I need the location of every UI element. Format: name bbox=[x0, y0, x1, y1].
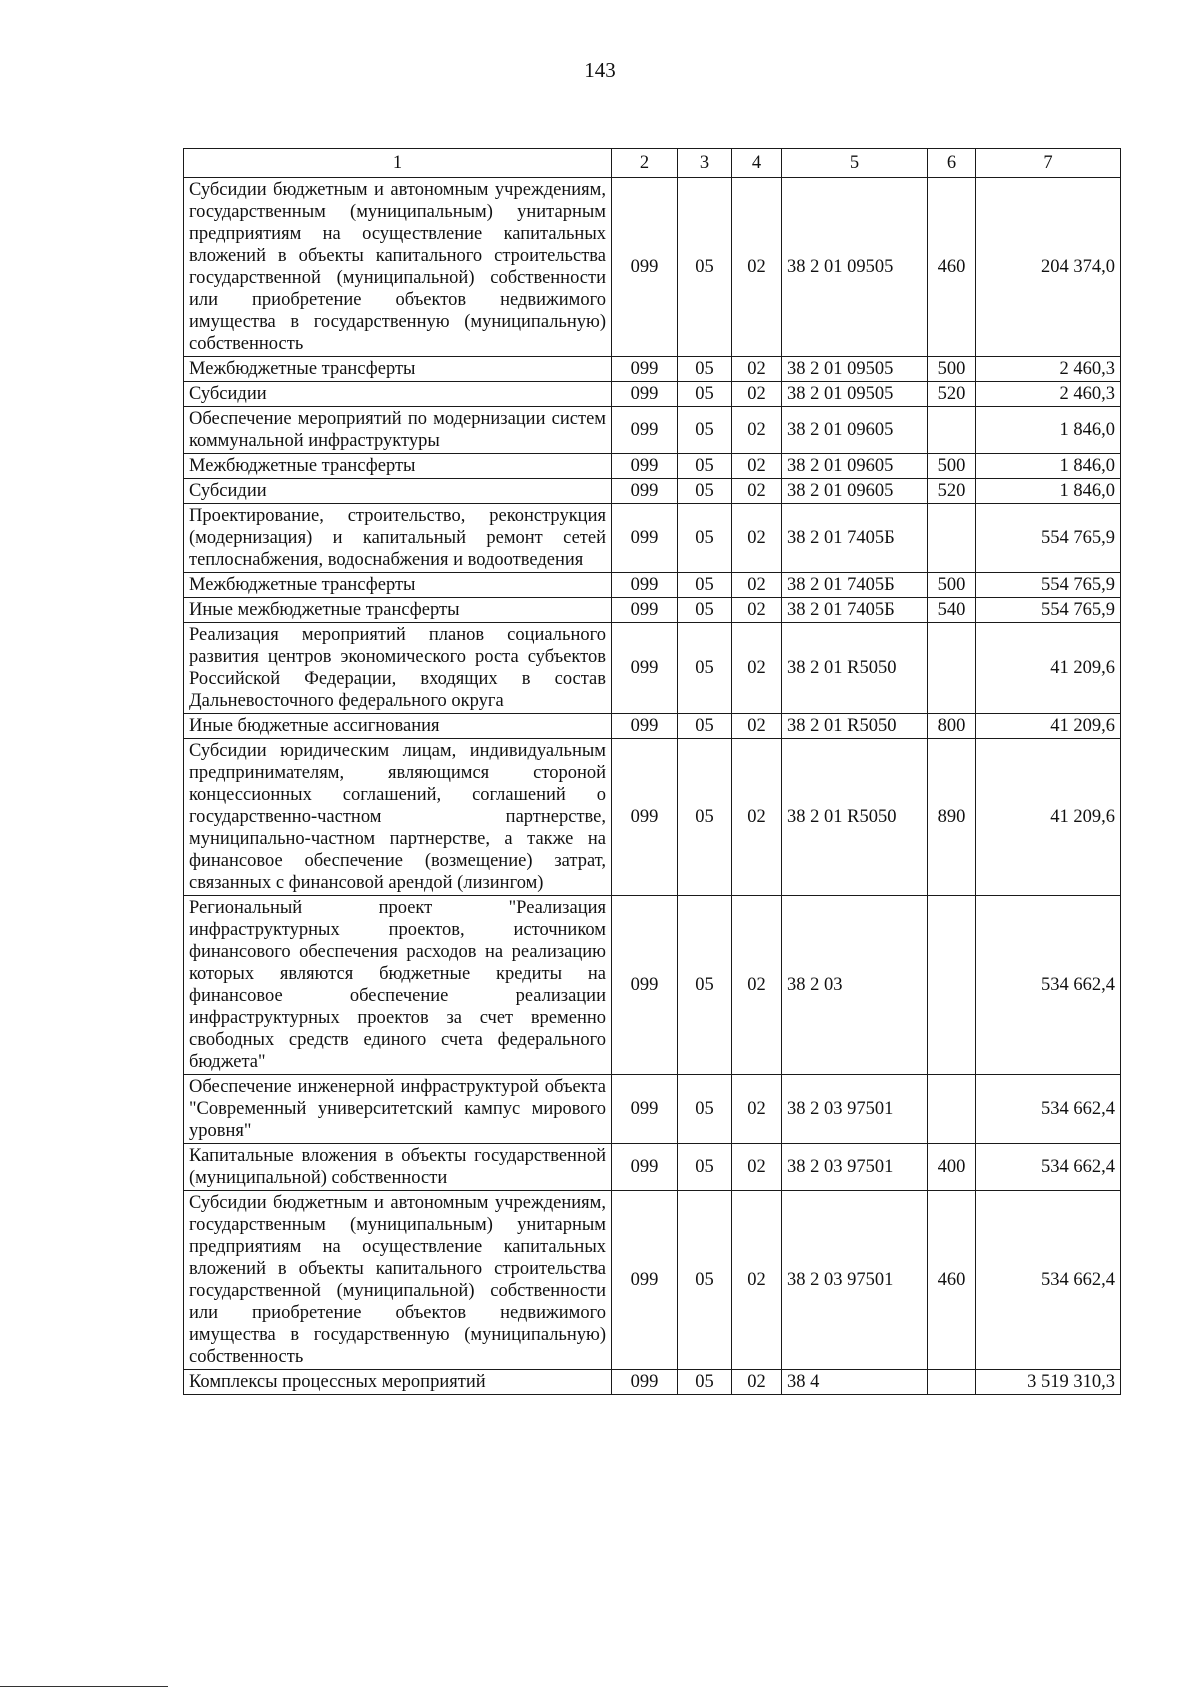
item-name-cell: Комплексы процессных мероприятий bbox=[184, 1370, 612, 1395]
table-row bbox=[184, 1075, 1121, 1144]
expense-type-cell: 540 bbox=[928, 598, 976, 623]
table-row bbox=[184, 407, 1121, 454]
target-article-cell: 38 2 01 R5050 bbox=[782, 739, 928, 896]
ministry-code-cell: 099 bbox=[612, 1144, 678, 1191]
table-row bbox=[184, 573, 1121, 598]
table-row bbox=[184, 1191, 1121, 1370]
header-col-1: 1 bbox=[184, 149, 612, 178]
header-col-6: 6 bbox=[928, 149, 976, 178]
section-code-cell: 05 bbox=[678, 1191, 732, 1370]
target-article-cell: 38 2 01 09605 bbox=[782, 454, 928, 479]
amount-cell: 554 765,9 bbox=[976, 504, 1121, 573]
subsection-code-cell: 02 bbox=[732, 739, 782, 896]
table-row bbox=[184, 454, 1121, 479]
ministry-code-cell: 099 bbox=[612, 382, 678, 407]
expense-type-cell bbox=[928, 896, 976, 1075]
item-name-cell: Иные бюджетные ассигнования bbox=[184, 714, 612, 739]
amount-cell: 2 460,3 bbox=[976, 357, 1121, 382]
amount-cell: 1 846,0 bbox=[976, 454, 1121, 479]
header-col-2: 2 bbox=[612, 149, 678, 178]
table-row bbox=[184, 178, 1121, 357]
target-article-cell: 38 2 01 09505 bbox=[782, 357, 928, 382]
expense-type-cell: 460 bbox=[928, 178, 976, 357]
subsection-code-cell: 02 bbox=[732, 573, 782, 598]
target-article-cell: 38 2 03 97501 bbox=[782, 1191, 928, 1370]
section-code-cell: 05 bbox=[678, 623, 732, 714]
amount-cell: 534 662,4 bbox=[976, 1144, 1121, 1191]
target-article-cell: 38 2 03 97501 bbox=[782, 1075, 928, 1144]
amount-cell: 554 765,9 bbox=[976, 598, 1121, 623]
target-article-cell: 38 2 01 7405Б bbox=[782, 598, 928, 623]
section-code-cell: 05 bbox=[678, 407, 732, 454]
section-code-cell: 05 bbox=[678, 382, 732, 407]
ministry-code-cell: 099 bbox=[612, 454, 678, 479]
item-name-cell: Субсидии юридическим лицам, индивидуальным предпринимателям, являющимся стороной концессионных соглашений, соглашений о государственно-частном партнерстве, муниципально-частном партнерстве, а также на финансовое обеспечение (возмещение) затрат, связанных с финансовой арендой (лизингом) bbox=[184, 739, 612, 896]
section-code-cell: 05 bbox=[678, 598, 732, 623]
expense-type-cell: 520 bbox=[928, 479, 976, 504]
section-code-cell: 05 bbox=[678, 1075, 732, 1144]
page-number: 143 bbox=[584, 58, 616, 82]
subsection-code-cell: 02 bbox=[732, 178, 782, 357]
subsection-code-cell: 02 bbox=[732, 896, 782, 1075]
table-row bbox=[184, 1370, 1121, 1395]
ministry-code-cell: 099 bbox=[612, 1191, 678, 1370]
expense-type-cell bbox=[928, 623, 976, 714]
ministry-code-cell: 099 bbox=[612, 714, 678, 739]
budget-table bbox=[183, 148, 1121, 1395]
ministry-code-cell: 099 bbox=[612, 598, 678, 623]
expense-type-cell: 500 bbox=[928, 573, 976, 598]
item-name-cell: Межбюджетные трансферты bbox=[184, 573, 612, 598]
target-article-cell: 38 2 01 7405Б bbox=[782, 573, 928, 598]
item-name-cell: Региональный проект "Реализация инфраструктурных проектов, источником финансового обеспечения расходов на реализацию которых являются бюджетные кредиты на финансовое обеспечение реализации инфраструктурных проектов за счет временно свободных средств единого счета федерального бюджета" bbox=[184, 896, 612, 1075]
subsection-code-cell: 02 bbox=[732, 1075, 782, 1144]
expense-type-cell: 890 bbox=[928, 739, 976, 896]
section-code-cell: 05 bbox=[678, 479, 732, 504]
footnote-rule bbox=[0, 1686, 168, 1687]
header-col-3: 3 bbox=[678, 149, 732, 178]
subsection-code-cell: 02 bbox=[732, 454, 782, 479]
subsection-code-cell: 02 bbox=[732, 407, 782, 454]
table-header bbox=[184, 149, 1121, 178]
section-code-cell: 05 bbox=[678, 454, 732, 479]
item-name-cell: Субсидии бюджетным и автономным учреждениям, государственным (муниципальным) унитарным предприятиям на осуществление капитальных вложений в объекты капитального строительства государственной (муниципальной) собственности или приобретение объектов недвижимого имущества в государственную (муниципальную) собственность bbox=[184, 1191, 612, 1370]
expense-type-cell bbox=[928, 1370, 976, 1395]
subsection-code-cell: 02 bbox=[732, 504, 782, 573]
expense-type-cell: 500 bbox=[928, 454, 976, 479]
item-name-cell: Проектирование, строительство, реконструкция (модернизация) и капитальный ремонт сетей теплоснабжения, водоснабжения и водоотведения bbox=[184, 504, 612, 573]
amount-cell: 204 374,0 bbox=[976, 178, 1121, 357]
subsection-code-cell: 02 bbox=[732, 1144, 782, 1191]
target-article-cell: 38 2 01 09505 bbox=[782, 382, 928, 407]
amount-cell: 3 519 310,3 bbox=[976, 1370, 1121, 1395]
table-row bbox=[184, 382, 1121, 407]
item-name-cell: Межбюджетные трансферты bbox=[184, 357, 612, 382]
expense-type-cell: 460 bbox=[928, 1191, 976, 1370]
amount-cell: 534 662,4 bbox=[976, 896, 1121, 1075]
section-code-cell: 05 bbox=[678, 1370, 732, 1395]
target-article-cell: 38 2 03 97501 bbox=[782, 1144, 928, 1191]
section-code-cell: 05 bbox=[678, 357, 732, 382]
table-row bbox=[184, 739, 1121, 896]
subsection-code-cell: 02 bbox=[732, 1370, 782, 1395]
target-article-cell: 38 4 bbox=[782, 1370, 928, 1395]
amount-cell: 41 209,6 bbox=[976, 739, 1121, 896]
target-article-cell: 38 2 01 09605 bbox=[782, 407, 928, 454]
subsection-code-cell: 02 bbox=[732, 598, 782, 623]
item-name-cell: Обеспечение мероприятий по модернизации систем коммунальной инфраструктуры bbox=[184, 407, 612, 454]
section-code-cell: 05 bbox=[678, 573, 732, 598]
amount-cell: 41 209,6 bbox=[976, 714, 1121, 739]
header-col-7: 7 bbox=[976, 149, 1121, 178]
expense-type-cell: 520 bbox=[928, 382, 976, 407]
amount-cell: 1 846,0 bbox=[976, 479, 1121, 504]
header-row bbox=[184, 149, 1121, 178]
item-name-cell: Капитальные вложения в объекты государственной (муниципальной) собственности bbox=[184, 1144, 612, 1191]
ministry-code-cell: 099 bbox=[612, 573, 678, 598]
ministry-code-cell: 099 bbox=[612, 1075, 678, 1144]
table-row bbox=[184, 714, 1121, 739]
expense-type-cell bbox=[928, 1075, 976, 1144]
table-row bbox=[184, 504, 1121, 573]
ministry-code-cell: 099 bbox=[612, 896, 678, 1075]
expense-type-cell bbox=[928, 504, 976, 573]
section-code-cell: 05 bbox=[678, 739, 732, 896]
amount-cell: 554 765,9 bbox=[976, 573, 1121, 598]
header-col-4: 4 bbox=[732, 149, 782, 178]
subsection-code-cell: 02 bbox=[732, 382, 782, 407]
subsection-code-cell: 02 bbox=[732, 479, 782, 504]
ministry-code-cell: 099 bbox=[612, 178, 678, 357]
amount-cell: 534 662,4 bbox=[976, 1075, 1121, 1144]
amount-cell: 534 662,4 bbox=[976, 1191, 1121, 1370]
item-name-cell: Межбюджетные трансферты bbox=[184, 454, 612, 479]
section-code-cell: 05 bbox=[678, 714, 732, 739]
expense-type-cell: 800 bbox=[928, 714, 976, 739]
subsection-code-cell: 02 bbox=[732, 357, 782, 382]
ministry-code-cell: 099 bbox=[612, 739, 678, 896]
ministry-code-cell: 099 bbox=[612, 623, 678, 714]
expense-type-cell: 400 bbox=[928, 1144, 976, 1191]
subsection-code-cell: 02 bbox=[732, 623, 782, 714]
item-name-cell: Иные межбюджетные трансферты bbox=[184, 598, 612, 623]
item-name-cell: Обеспечение инженерной инфраструктурой объекта "Современный университетский кампус мирового уровня" bbox=[184, 1075, 612, 1144]
expense-type-cell: 500 bbox=[928, 357, 976, 382]
ministry-code-cell: 099 bbox=[612, 407, 678, 454]
header-col-5: 5 bbox=[782, 149, 928, 178]
item-name-cell: Реализация мероприятий планов социального развития центров экономического роста субъектов Российской Федерации, входящих в состав Дальневосточного федерального округа bbox=[184, 623, 612, 714]
section-code-cell: 05 bbox=[678, 896, 732, 1075]
target-article-cell: 38 2 03 bbox=[782, 896, 928, 1075]
expense-type-cell bbox=[928, 407, 976, 454]
target-article-cell: 38 2 01 09605 bbox=[782, 479, 928, 504]
amount-cell: 41 209,6 bbox=[976, 623, 1121, 714]
ministry-code-cell: 099 bbox=[612, 357, 678, 382]
amount-cell: 2 460,3 bbox=[976, 382, 1121, 407]
ministry-code-cell: 099 bbox=[612, 504, 678, 573]
table-body bbox=[184, 178, 1121, 1395]
item-name-cell: Субсидии bbox=[184, 479, 612, 504]
item-name-cell: Субсидии bbox=[184, 382, 612, 407]
subsection-code-cell: 02 bbox=[732, 714, 782, 739]
table-row bbox=[184, 896, 1121, 1075]
table-row bbox=[184, 623, 1121, 714]
target-article-cell: 38 2 01 09505 bbox=[782, 178, 928, 357]
subsection-code-cell: 02 bbox=[732, 1191, 782, 1370]
ministry-code-cell: 099 bbox=[612, 479, 678, 504]
table-row bbox=[184, 598, 1121, 623]
section-code-cell: 05 bbox=[678, 504, 732, 573]
target-article-cell: 38 2 01 7405Б bbox=[782, 504, 928, 573]
target-article-cell: 38 2 01 R5050 bbox=[782, 623, 928, 714]
table-row bbox=[184, 479, 1121, 504]
amount-cell: 1 846,0 bbox=[976, 407, 1121, 454]
section-code-cell: 05 bbox=[678, 1144, 732, 1191]
ministry-code-cell: 099 bbox=[612, 1370, 678, 1395]
section-code-cell: 05 bbox=[678, 178, 732, 357]
item-name-cell: Субсидии бюджетным и автономным учреждениям, государственным (муниципальным) унитарным предприятиям на осуществление капитальных вложений в объекты капитального строительства государственной (муниципальной) собственности или приобретение объектов недвижимого имущества в государственную (муниципальную) собственность bbox=[184, 178, 612, 357]
table-row bbox=[184, 1144, 1121, 1191]
table-row bbox=[184, 357, 1121, 382]
target-article-cell: 38 2 01 R5050 bbox=[782, 714, 928, 739]
